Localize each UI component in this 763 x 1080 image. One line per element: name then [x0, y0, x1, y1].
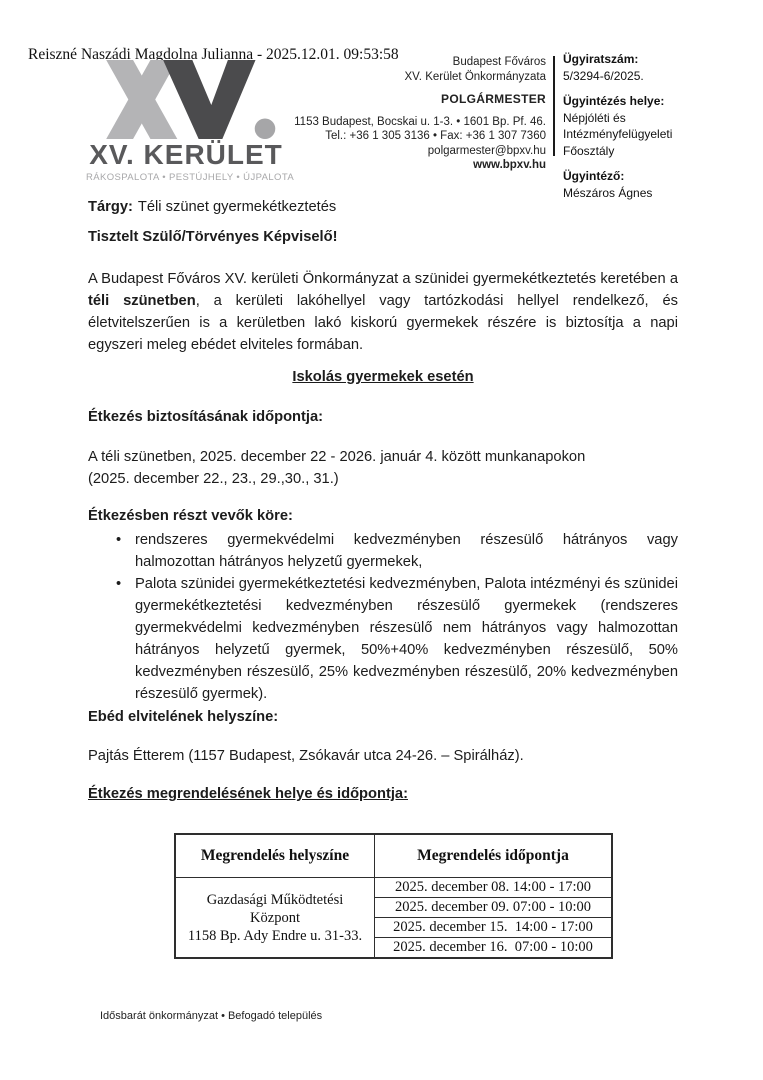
subject-text: Téli szünet gyermekétkeztetés — [137, 199, 337, 215]
location-line: Gazdasági Működtetési — [206, 891, 344, 908]
location-line: 1158 Bp. Ady Endre u. 31-33. — [187, 927, 363, 944]
time-cell: 2025. december 08. 14:00 - 17:00 — [375, 878, 613, 898]
org-phone: Tel.: +36 1 305 3136 • Fax: +36 1 307 7360 — [325, 130, 546, 142]
pickup-location: Pajtás Étterem (1157 Budapest, Zsókavár utca 24-26. – Spirálház). — [88, 748, 524, 764]
list-item-text: rendszeres gyermekvédelmi kedvezményben részesülő hátrányos vagy halmozottan hátrányos helyzetű gyermekek, — [135, 532, 678, 570]
timing-line: (2025. december 22., 23., 29.,30., 31.) — [88, 471, 339, 487]
intro-bold-text: téli szünetben — [88, 293, 196, 309]
column-header-location: Megrendelés helyszíne — [175, 834, 375, 878]
time-cell: 2025. december 15. 14:00 - 17:00 — [375, 918, 613, 938]
subject-label: Tárgy: — [88, 199, 133, 215]
logo-wordmark: XV. KERÜLET — [89, 139, 283, 170]
intro-text: A Budapest Főváros XV. kerületi Önkormányzat a szünidei gyermekétkeztetés keretében a — [88, 271, 678, 287]
list-item-text: Palota szünidei gyermekétkeztetési kedvezményben, Palota intézményi és szünidei gyermekétkeztetési kedvezményben részesülő gyermekek (rendszeres gyermekvédelmi kedvezményben részesülő nem hátrányos vagy halmozottan hátrányos helyzetű gyermek, 50%+40% kedvezményben részesülő, 50% kedvezményben részesülő, 25% kedvezményben részesülő, 20% kedvezményben részesülő gyermek). — [135, 576, 678, 702]
list-item — [88, 573, 678, 705]
location-cell — [175, 878, 375, 959]
intro-text: , a kerületi lakóhellyel vagy tartózkodási hellyel rendelkező, és életvitelszerűen is a kerületben lakó kiskorú gyermekek részére is biztosítja a napi egyszeri meleg ebédet elviteles formában. — [88, 293, 678, 353]
case-number-label: Ügyiratszám: — [563, 52, 639, 66]
case-officer-label: Ügyintéző: — [563, 169, 625, 183]
pickup-heading: Ebéd elvitelének helyszíne: — [88, 709, 279, 725]
order-heading: Étkezés megrendelésének helye és időpontja: — [88, 786, 408, 802]
bullet-icon: • — [116, 576, 122, 592]
print-header-line: Reiszné Naszádi Magdolna Julianna - 2025.12.01. 09:53:58 — [28, 46, 399, 63]
bullet-icon: • — [116, 532, 122, 548]
case-department-line: Főosztály — [563, 143, 615, 158]
case-department-label: Ügyintézés helye: — [563, 94, 665, 108]
org-website: www.bpxv.hu — [473, 159, 546, 171]
participants-list — [88, 529, 678, 705]
footer-slogan: Idősbarát önkormányzat • Befogadó település — [100, 1010, 323, 1022]
case-officer-value: Mészáros Ágnes — [563, 185, 653, 200]
org-name-line: Budapest Főváros — [452, 56, 546, 68]
timing-heading: Étkezés biztosításának időpontja: — [88, 409, 324, 425]
table-header-row — [175, 834, 612, 878]
time-cell: 2025. december 09. 07:00 - 10:00 — [375, 898, 613, 918]
case-department-line: Intézményfelügyeleti — [563, 127, 673, 141]
org-address: 1153 Budapest, Bocskai u. 1-3. • 1601 Bp. Pf. 46. — [294, 115, 546, 128]
salutation: Tisztelt Szülő/Törvényes Képviselő! — [88, 229, 338, 245]
list-item — [88, 529, 678, 573]
section-heading: Iskolás gyermekek esetén — [292, 369, 474, 385]
participants-heading: Étkezésben részt vevők köre: — [88, 508, 293, 524]
timing-paragraph — [88, 446, 678, 490]
timing-line: A téli szünetben, 2025. december 22 - 2026. január 4. között munkanapokon — [88, 449, 586, 465]
subject-line — [88, 196, 678, 218]
org-name-line: XV. Kerület Önkormányzata — [404, 70, 546, 83]
org-email: polgarmester@bpxv.hu — [427, 144, 546, 157]
intro-paragraph — [88, 268, 678, 356]
time-cell: 2025. december 16. 07:00 - 10:00 — [375, 938, 613, 959]
location-line: Központ — [250, 909, 300, 926]
case-number-value: 5/3294-6/2025. — [563, 68, 644, 83]
table-row — [175, 878, 612, 898]
org-role: POLGÁRMESTER — [441, 92, 546, 106]
order-schedule-table — [174, 833, 613, 959]
column-header-time: Megrendelés időpontja — [375, 834, 613, 878]
logo-tagline: RÁKOSPALOTA • PESTÚJHELY • ÚJPALOTA — [86, 172, 295, 183]
letter-body — [88, 0, 678, 959]
case-department-line: Népjóléti és — [563, 110, 626, 125]
